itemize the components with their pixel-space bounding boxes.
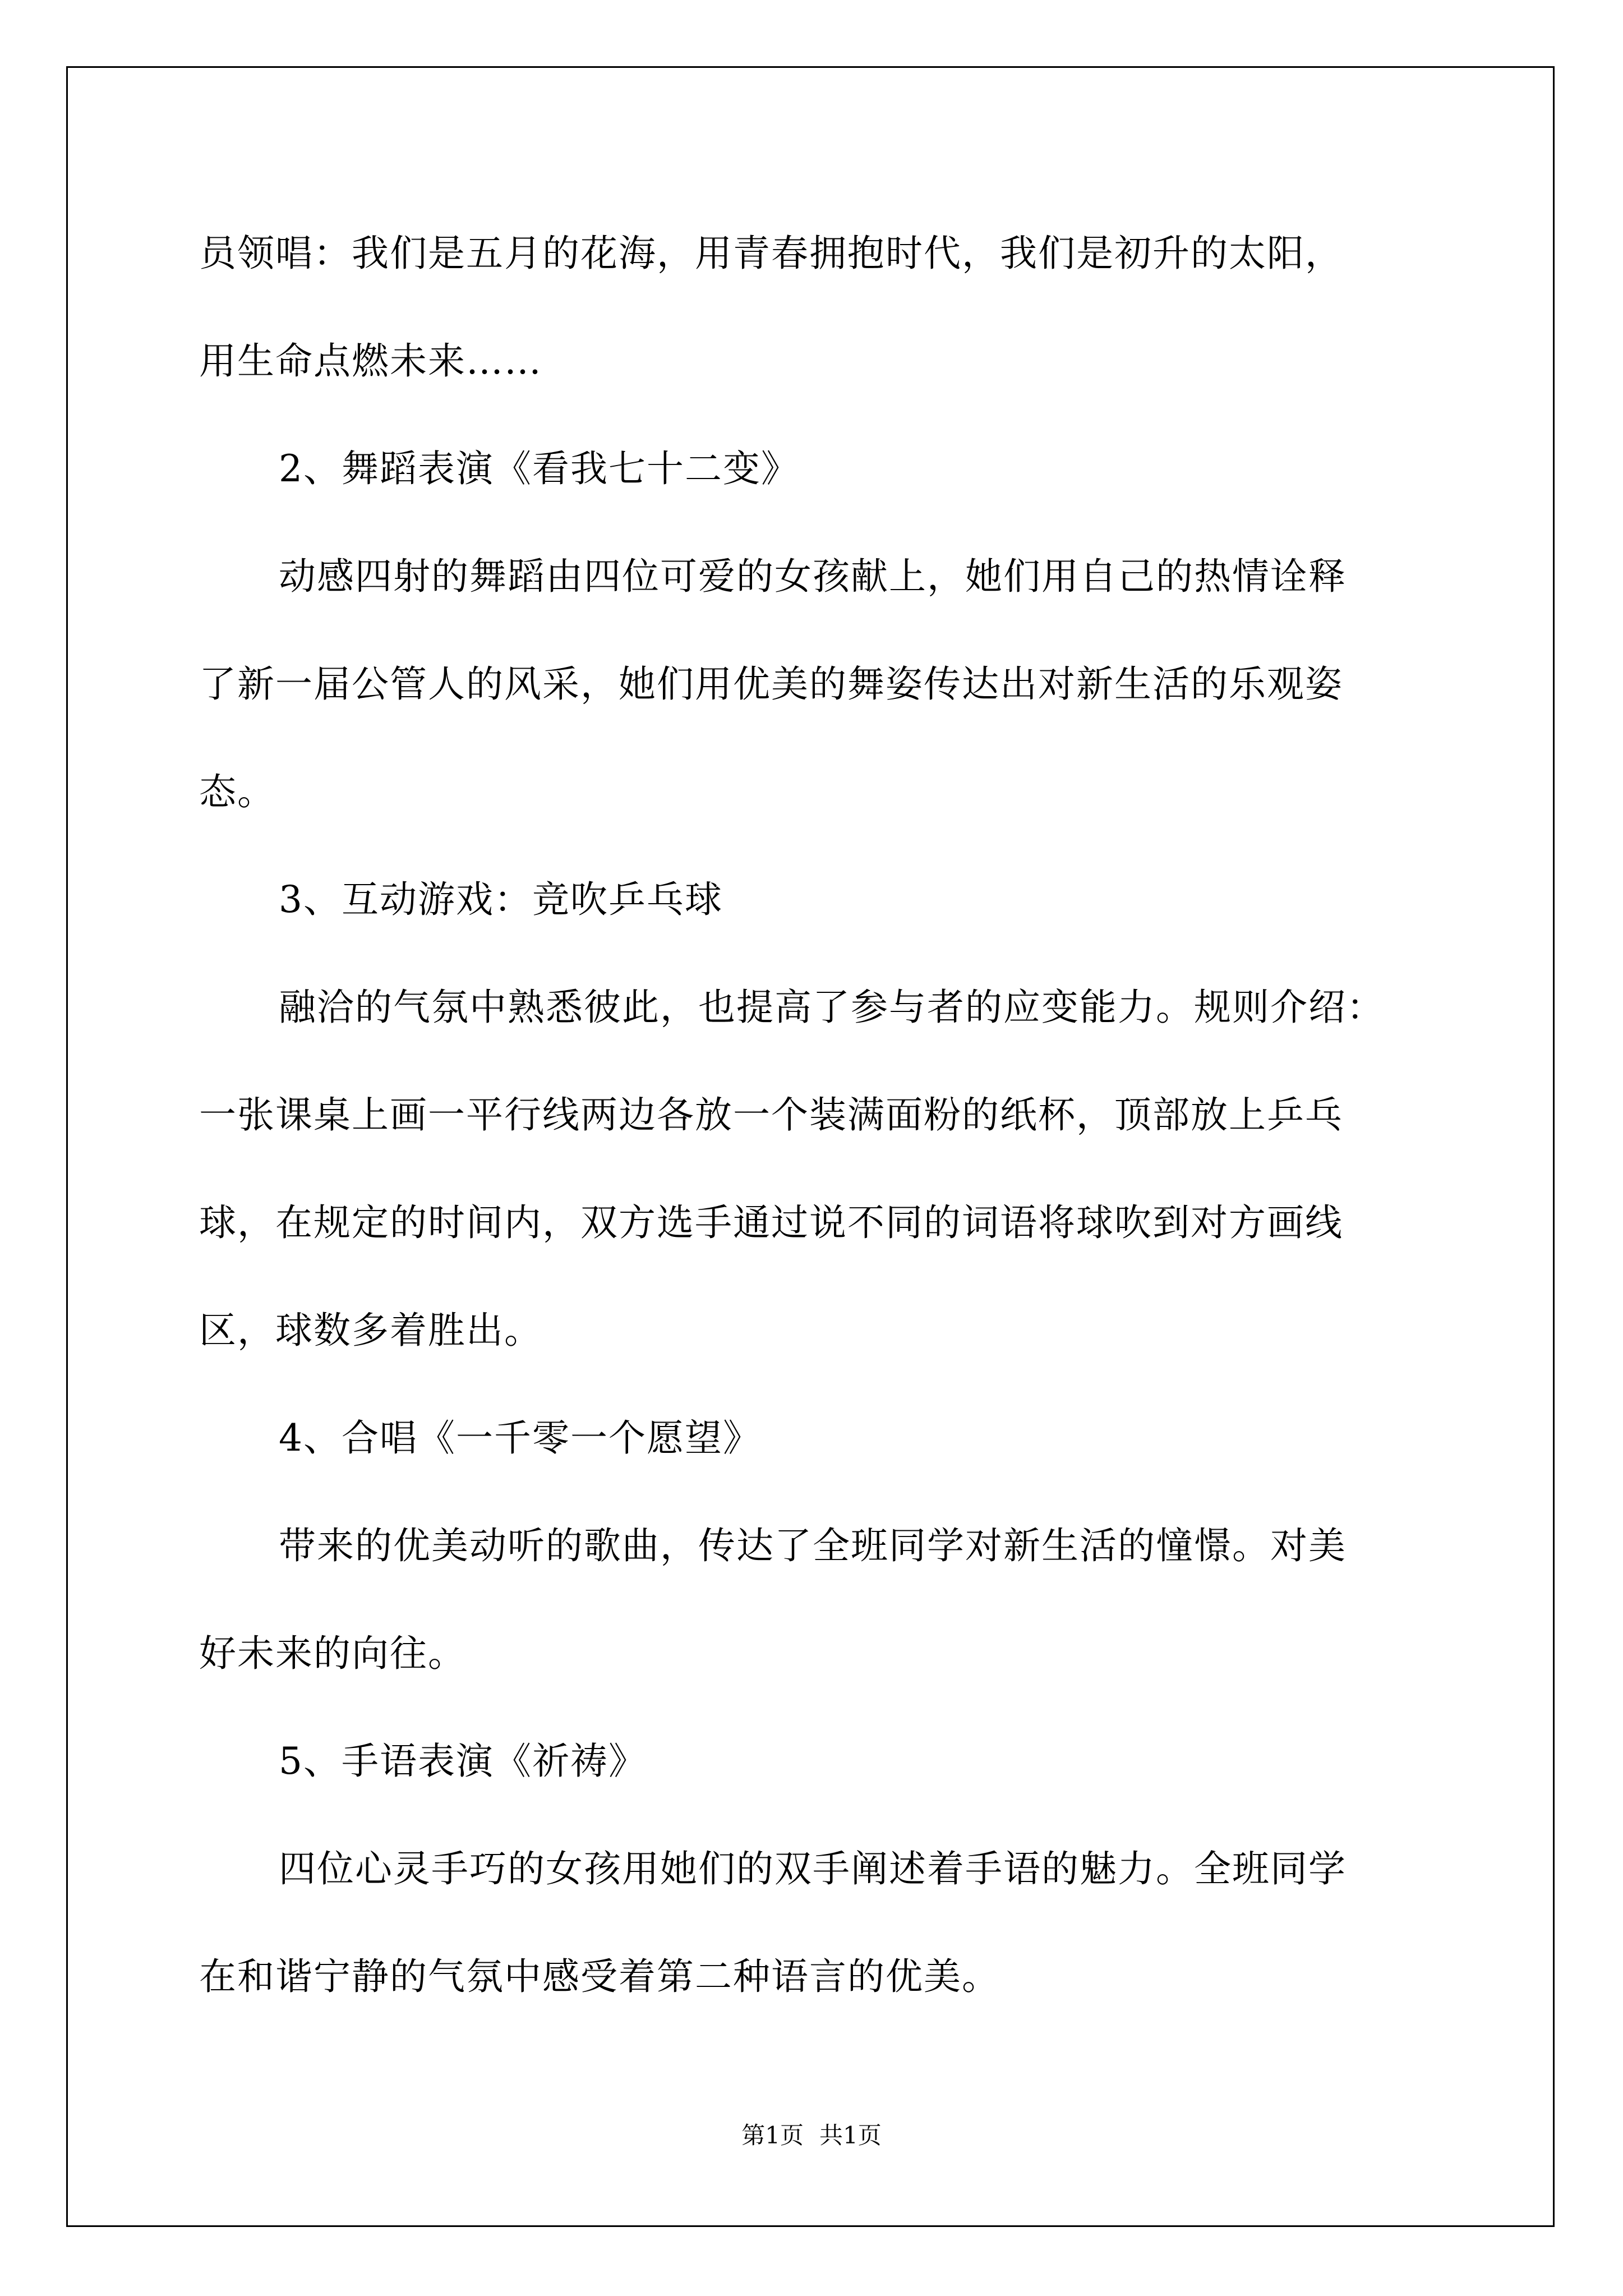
text-line: 了新一届公管人的风采，她们用优美的舞姿传达出对新生活的乐观姿 bbox=[199, 662, 1343, 706]
section-heading: 5、手语表演《祈祷》 bbox=[279, 1740, 647, 1783]
page-footer bbox=[0, 2117, 1623, 2151]
text-line: 动感四射的舞蹈由四位可爱的女孩献上，她们用自己的热情诠释 bbox=[279, 555, 1347, 598]
text-line: 区，球数多着胜出。 bbox=[199, 1309, 542, 1352]
text-line: 好未来的向往。 bbox=[199, 1632, 466, 1675]
text-line: 球，在规定的时间内，双方选手通过说不同的词语将球吹到对方画线 bbox=[199, 1201, 1343, 1244]
page-number: 第1页 bbox=[741, 2122, 804, 2149]
text-line: 用生命点燃未来…… bbox=[199, 339, 542, 383]
text-line: 一张课桌上画一平行线两边各放一个装满面粉的纸杯，顶部放上乒乓 bbox=[199, 1093, 1343, 1137]
page-border bbox=[66, 66, 1555, 2227]
text-line: 在和谐宁静的气氛中感受着第二种语言的优美。 bbox=[199, 1955, 1000, 1998]
text-line: 融洽的气氛中熟悉彼此，也提高了参与者的应变能力。规则介绍： bbox=[279, 986, 1385, 1029]
text-line: 带来的优美动听的歌曲，传达了全班同学对新生活的憧憬。对美 bbox=[279, 1524, 1347, 1567]
page-total: 共1页 bbox=[819, 2122, 882, 2149]
section-heading: 2、舞蹈表演《看我七十二变》 bbox=[279, 447, 799, 490]
text-line: 态。 bbox=[199, 770, 275, 813]
section-heading: 3、互动游戏：竞吹乒乓球 bbox=[279, 878, 723, 921]
text-line: 四位心灵手巧的女孩用她们的双手阐述着手语的魅力。全班同学 bbox=[279, 1847, 1347, 1890]
text-line: 员领唱：我们是五月的花海，用青春拥抱时代，我们是初升的太阳， bbox=[199, 232, 1343, 275]
section-heading: 4、合唱《一千零一个愿望》 bbox=[279, 1416, 761, 1460]
